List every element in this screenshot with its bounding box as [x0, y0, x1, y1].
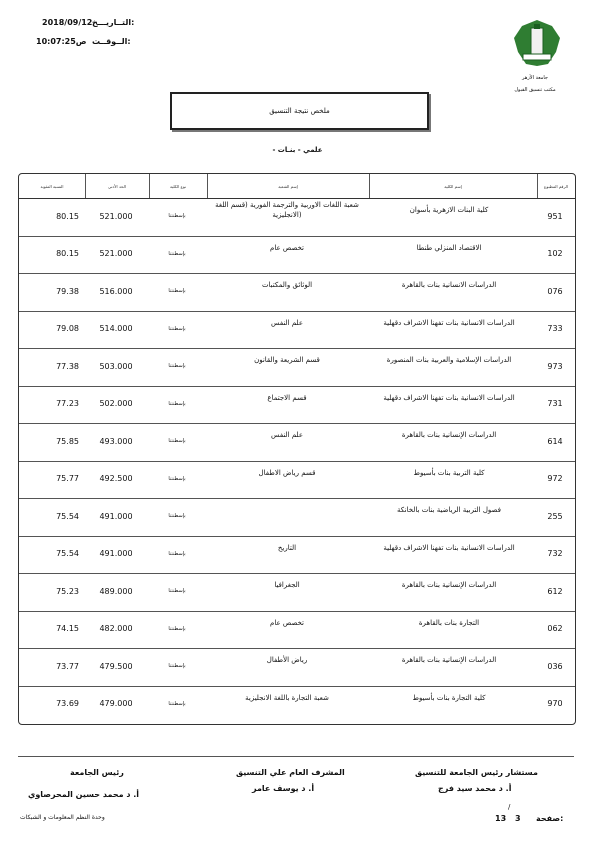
- row-min: 491.000: [99, 549, 133, 558]
- row-code: 612: [547, 586, 563, 596]
- report-title-text: ملخص نتيجة التنسيق: [269, 107, 330, 115]
- row-min: 521.000: [99, 211, 133, 221]
- row-percent: 77.23: [56, 399, 79, 408]
- row-code: 731: [547, 399, 563, 408]
- row-code: 733: [547, 324, 563, 333]
- row-type: بإسطنتنا: [168, 625, 186, 632]
- row-type: بإسطنتنا: [168, 588, 186, 594]
- row-percent: 75.77: [56, 474, 79, 483]
- signature-3-title: رئيس الجامعة: [70, 768, 124, 777]
- signature-1-name: أ. د محمد سيد فرج: [438, 784, 512, 793]
- row-min: 493.000: [99, 436, 133, 446]
- azhar-logo-icon: [512, 18, 562, 68]
- row-min: 502.000: [99, 399, 133, 408]
- row-branch: علم النفس: [270, 318, 304, 327]
- row-percent: 80.15: [56, 211, 79, 221]
- col-code: الرقم المطبوع: [544, 183, 568, 189]
- row-branch: الجغرافيا: [274, 581, 300, 589]
- university-name: جامعة الأزهر: [521, 75, 549, 81]
- row-percent: 75.54: [56, 511, 79, 521]
- row-min: 503.000: [99, 361, 133, 371]
- row-branch: التاريخ: [277, 543, 297, 552]
- col-pct: النسبة المئوية: [40, 183, 64, 189]
- row-branch: تخصص عام: [270, 243, 304, 252]
- row-code: 614: [547, 436, 563, 446]
- date-label: التــاريـــخ:: [92, 18, 135, 27]
- row-college: كلية التجارة بنات بأسيوط: [412, 693, 486, 702]
- report-title: [170, 92, 429, 130]
- row-type: بإسطنتنا: [168, 250, 186, 257]
- row-percent: 80.15: [56, 249, 79, 258]
- row-code: 973: [547, 361, 563, 371]
- row-type: بإسطنتنا: [168, 438, 186, 444]
- row-percent: 79.38: [56, 286, 79, 296]
- row-type: بإسطنتنا: [168, 475, 186, 482]
- row-branch: قسم رياض الاطفال: [258, 468, 316, 477]
- row-branch: رياض الأطفال: [266, 656, 308, 664]
- row-branch: علم النفس: [270, 431, 304, 439]
- row-code: 036: [547, 661, 563, 671]
- row-min: 521.000: [99, 249, 133, 258]
- row-min: 491.000: [99, 511, 133, 521]
- col-college: إسم الكلية: [444, 183, 462, 189]
- row-college: الدراسات الإنسانية بنات بالقاهرة: [401, 431, 497, 439]
- page-separator: /: [508, 803, 511, 811]
- row-branch: شعبة اللغات الاوربية والترجمة الفورية (قسم اللغة (الانجليزية: [215, 201, 359, 219]
- signature-1-title: مستشار رئيس الجامعة للتنسيق: [415, 768, 538, 777]
- page-current: 3: [515, 814, 521, 823]
- row-type: بإسطنتنا: [168, 288, 186, 294]
- row-type: بإسطنتنا: [168, 700, 186, 707]
- row-code: 076: [547, 286, 563, 296]
- row-college: الدراسات الانسانية بنات بالقاهرة: [401, 281, 497, 289]
- row-type: بإسطنتنا: [168, 325, 186, 332]
- date-value: 2018/09/12: [42, 18, 93, 27]
- row-percent: 75.23: [56, 586, 79, 596]
- signature-3-name: أ. د محمد حسين المحرصاوي: [28, 790, 139, 799]
- row-college: الدراسات الانسانية بنات تفهنا الاشراف دقهلية: [383, 393, 515, 402]
- row-min: 489.000: [99, 586, 133, 596]
- row-type: بإسطنتنا: [168, 663, 186, 669]
- row-type: بإسطنتنا: [168, 513, 186, 519]
- row-college: الاقتصاد المنزلي طنطا: [416, 243, 482, 252]
- row-branch: قسم الشريعة والقانون: [254, 356, 320, 364]
- signature-2-title: المشرف العام علي التنسيق: [236, 768, 345, 777]
- row-college: فصول التربية الرياضية بنات بالخانكة: [397, 506, 501, 514]
- page-label: صفحة:: [536, 814, 564, 823]
- row-college: التجارة بنات بالقاهرة: [418, 618, 480, 627]
- unit-name: وحدة النظم المعلومات و الشبكات: [20, 814, 105, 821]
- row-college: الدراسات الانسانية بنات تفهنا الاشراف دقهلية: [383, 318, 515, 327]
- row-branch: الوثائق والمكتبات: [261, 281, 313, 289]
- row-percent: 75.54: [56, 549, 79, 558]
- row-type: بإسطنتنا: [168, 550, 186, 557]
- row-branch: قسم الاجتماع: [267, 393, 307, 402]
- table-header: [19, 174, 575, 198]
- row-code: 951: [547, 211, 563, 221]
- col-type: نوع الكلية: [169, 183, 187, 189]
- row-percent: 73.77: [56, 661, 79, 671]
- row-percent: 75.85: [56, 436, 79, 446]
- row-min: 516.000: [99, 286, 133, 296]
- page-total: 13: [495, 814, 507, 823]
- row-percent: 79.08: [56, 324, 79, 333]
- row-min: 479.500: [99, 661, 133, 671]
- row-branch: تخصص عام: [270, 618, 304, 627]
- row-percent: 77.38: [56, 361, 79, 371]
- row-college: الدراسات الانسانية بنات تفهنا الاشراف دقهلية: [383, 543, 515, 552]
- row-college: كلية التربية بنات بأسيوط: [413, 468, 485, 477]
- row-type: بإسطنتنا: [168, 400, 186, 407]
- signature-2-name: أ. د يوسف عامر: [252, 784, 315, 793]
- row-code: 732: [547, 549, 563, 558]
- row-branch: [207, 500, 367, 520]
- row-min: 514.000: [99, 324, 133, 333]
- results-table: [18, 173, 576, 725]
- row-code: 970: [547, 699, 563, 708]
- row-code: 255: [547, 511, 563, 521]
- row-percent: 73.69: [56, 699, 79, 708]
- office-name: مكتب تنسيق القبول: [514, 87, 556, 93]
- col-min: الحد الأدني: [108, 183, 126, 189]
- row-branch: شعبة التجارة باللغة الانجليزية: [245, 693, 329, 702]
- row-college: الدراسات الإسلامية والعربية بنات المنصورة: [386, 356, 512, 364]
- row-code: 102: [547, 249, 563, 258]
- row-code: 062: [547, 624, 563, 633]
- row-college: الدراسات الإنسانية بنات بالقاهرة: [401, 656, 497, 664]
- row-min: 479.000: [99, 699, 133, 708]
- row-min: 492.500: [99, 474, 133, 483]
- row-percent: 74.15: [56, 624, 79, 633]
- row-type: بإسطنتنا: [168, 213, 186, 219]
- footer-divider: [18, 756, 574, 757]
- row-code: 972: [547, 474, 563, 483]
- row-type: بإسطنتنا: [168, 363, 186, 369]
- col-branch: إسم الشعبة: [278, 183, 298, 189]
- row-college: الدراسات الإنسانية بنات بالقاهرة: [401, 581, 497, 589]
- time-label: الــوقــت:: [92, 37, 131, 46]
- report-subtitle: - علمي - بنـات: [272, 146, 323, 154]
- row-min: 482.000: [99, 624, 133, 633]
- time-value: ص10:07:25: [36, 37, 87, 46]
- row-college: كلية البنات الازهرية بأسوان: [409, 206, 489, 214]
